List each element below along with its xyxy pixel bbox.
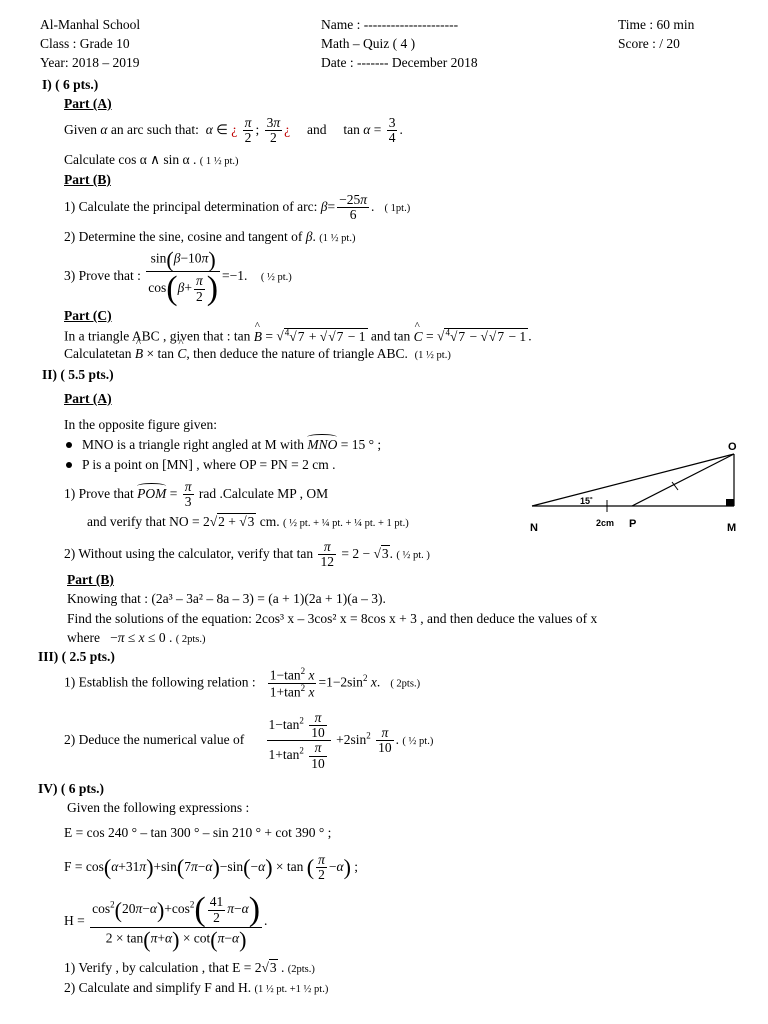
bullet-2-text: P is a point on [MN] , where OP = PN = 2 cm .: [82, 457, 336, 472]
where-points: ( 2pts.): [175, 634, 206, 645]
label-o: O: [728, 441, 737, 453]
question-2a1-text-2: rad .Calculate MP , OM: [198, 485, 329, 501]
given-alpha-line: Given α an arc such that: α ∈ ¿ $\frac{\pi}{2}$ ; $\frac{3\pi}{2}$ ¿ and tan α = $\frac{3}{4}$ .: [64, 115, 403, 146]
school-name: Al-Manhal School: [40, 17, 141, 32]
question-3-2: 2) Deduce the numerical value of $1-\tan^2$ $\frac{\pi}{10}$ $1+\tan^2$ $\frac{\pi}{10}$ $+2\sin^2$ $\frac{\pi}{10}$ . ( ½ pt.): [64, 710, 434, 771]
question-1c-given: In a triangle ABC , given that : tan ^ B = √$^4$√7 + √√7 − 1 and tan ^ C = √$^4$√7 − √√7 − 1 .: [64, 327, 532, 345]
label-m: M: [727, 522, 737, 534]
expression-h-label: H =: [64, 913, 85, 929]
calculate-line: [64, 152, 239, 168]
given-text-2: an arc such that:: [110, 121, 199, 137]
subject-line: Math – Quiz ( 4 ): [321, 36, 416, 51]
question-1c-text: In a triangle ABC , given that :: [64, 328, 231, 344]
knowing-line: Knowing that : (2a³ – 3a² – 8a – 3) = (a + 1)(2a + 1)(a – 3).: [67, 591, 386, 606]
where-line: where −π ≤ x ≤ 0 . ( 2pts.): [67, 630, 206, 645]
section-3-heading: III) ( 2.5 pts.): [38, 649, 115, 664]
label-p: P: [629, 518, 637, 530]
question-4-2-text: 2) Calculate and simplify F and H.: [64, 980, 252, 995]
question-1c-calc: Calculatetan ^ B × tan ^ C, then deduce the nature of triangle ABC. (1 ½ pt.): [64, 346, 451, 362]
right-angle-marker: [726, 499, 734, 506]
question-2a1-verify-text: and verify that NO = 2: [87, 514, 210, 529]
part-1c-heading: Part (C): [64, 308, 112, 323]
part-2a-heading: Part (A): [64, 391, 112, 406]
triangle-figure: [522, 436, 752, 536]
calculate-text: Calculate cos α ∧ sin α .: [64, 152, 197, 167]
question-1b1-text: 1) Calculate the principal determination of arc:: [64, 198, 318, 214]
question-2a2-text: 2) Without using the calculator, verify that: [64, 545, 294, 561]
bullet-2: [64, 457, 335, 473]
label-2cm: 2cm: [596, 518, 615, 528]
question-2a2: 2) Without using the calculator, verify that tan $\frac{\pi}{12}$ = 2 − √3. ( ½ pt. ): [64, 539, 430, 570]
question-4-2-points: (1 ½ pt. +1 ½ pt.): [254, 984, 329, 995]
question-2a1-points: ( ½ pt. + ¼ pt. + ¼ pt. + 1 pt.): [283, 518, 409, 529]
expression-f-label: F =: [64, 858, 83, 874]
where-text: where: [67, 630, 100, 645]
question-3-2-points: ( ½ pt.): [402, 735, 434, 747]
year-line: Year: 2018 – 2019: [40, 55, 140, 70]
date-line: Date : ------- December 2018: [321, 55, 478, 70]
expressions-intro: Given the following expressions :: [67, 800, 250, 815]
question-1b2: 2) Determine the sine, cosine and tangent of β. (1 ½ pt.): [64, 229, 356, 244]
class-line: Class : Grade 10: [40, 36, 130, 51]
name-line: Name : ---------------------: [321, 17, 459, 32]
segment-po: [632, 454, 734, 506]
question-3-1: 1) Establish the following relation : $\frac{1-\tan^2 x}{1+\tan^2 x}$ $=1-2\sin^2$ x. ( 2pts.): [64, 666, 421, 700]
part-2b-heading: Part (B): [67, 572, 114, 587]
question-1b3-text: 3) Prove that :: [64, 268, 141, 284]
question-3-1-text: 1) Establish the following relation :: [64, 674, 256, 690]
and-text: and: [306, 121, 327, 137]
question-2a2-points: ( ½ pt. ): [396, 549, 430, 561]
time-line: Time : 60 min: [618, 17, 695, 32]
question-1b3: 3) Prove that : sin(β−10π) cos(β+ $\frac{\pi}{2}$ ) =−1. ( ½ pt.): [64, 247, 292, 308]
part-1b-heading: Part (B): [64, 172, 111, 187]
question-1c-calc-text: Calculate: [64, 346, 115, 361]
question-4-2: [64, 980, 328, 996]
question-1b1: 1) Calculate the principal determination of arc: β= $\frac{-25\pi}{6}$ . ( 1pt.): [64, 192, 411, 223]
question-2a1-text: 1) Prove that: [64, 485, 134, 501]
question-1c-points: (1 ½ pt.): [414, 350, 451, 361]
segment-no: [532, 454, 734, 506]
expression-f: F = cos(α+31π)+sin(7π−α)−sin(−α) × tan ( $\frac{\pi}{2}$ −α) ;: [64, 852, 359, 883]
question-1b1-points: ( 1pt.): [384, 202, 411, 214]
question-1b3-points: ( ½ pt.): [260, 272, 292, 284]
part-1a-heading: Part (A): [64, 96, 112, 111]
question-3-2-text: 2) Deduce the numerical value of: [64, 731, 245, 747]
question-1b2-points: (1 ½ pt.): [319, 233, 356, 244]
question-2a1: 1) Prove that POM = $\frac{\pi}{3}$ rad .Calculate MP , OM: [64, 479, 329, 510]
find-line: Find the solutions of the equation: 2cos³ x – 3cos² x = 8cos x + 3 , and then deduce the values of x: [67, 611, 598, 626]
question-4-1-points: (2pts.): [287, 964, 315, 975]
figure-intro: In the opposite figure given:: [64, 417, 217, 432]
label-angle: 15˚: [580, 496, 594, 506]
section-1-heading: I) ( 6 pts.): [42, 77, 99, 92]
bullet-1-text: MNO is a triangle right angled at M with: [82, 437, 304, 452]
question-3-1-points: ( 2pts.): [390, 678, 421, 690]
expression-h: H = $\cos^2(20\pi-\alpha)+\cos^2$( $\frac{41}{2}$ π−α) 2 × tan(π+α) × cot(π−α) .: [64, 891, 268, 952]
bullet-1: MNO is a triangle right angled at M with MNO = 15 ° ;: [64, 437, 381, 453]
question-4-1-text: 1) Verify , by calculation , that E = 2: [64, 960, 262, 975]
question-2a1-verify: and verify that NO = 2√2 + √3 cm. ( ½ pt. + ¼ pt. + ¼ pt. + 1 pt.): [87, 514, 409, 529]
question-4-1: 1) Verify , by calculation , that E = 2√3 . (2pts.): [64, 960, 315, 975]
section-4-heading: IV) ( 6 pts.): [38, 781, 104, 796]
question-1b2-text: 2) Determine the sine, cosine and tangent of: [64, 229, 303, 244]
expression-e: E = cos 240 ° – tan 300 ° – sin 210 ° + cot 390 ° ;: [64, 825, 332, 840]
label-n: N: [530, 522, 538, 534]
question-1c-calc-text-2: , then deduce the nature of triangle ABC.: [186, 346, 408, 361]
calculate-points: ( 1 ½ pt.): [199, 156, 239, 167]
score-line: Score : / 20: [618, 36, 680, 51]
question-2a1-verify-end: cm.: [259, 514, 280, 529]
given-text: Given: [64, 121, 97, 137]
section-2-heading: II) ( 5.5 pts.): [42, 367, 114, 382]
